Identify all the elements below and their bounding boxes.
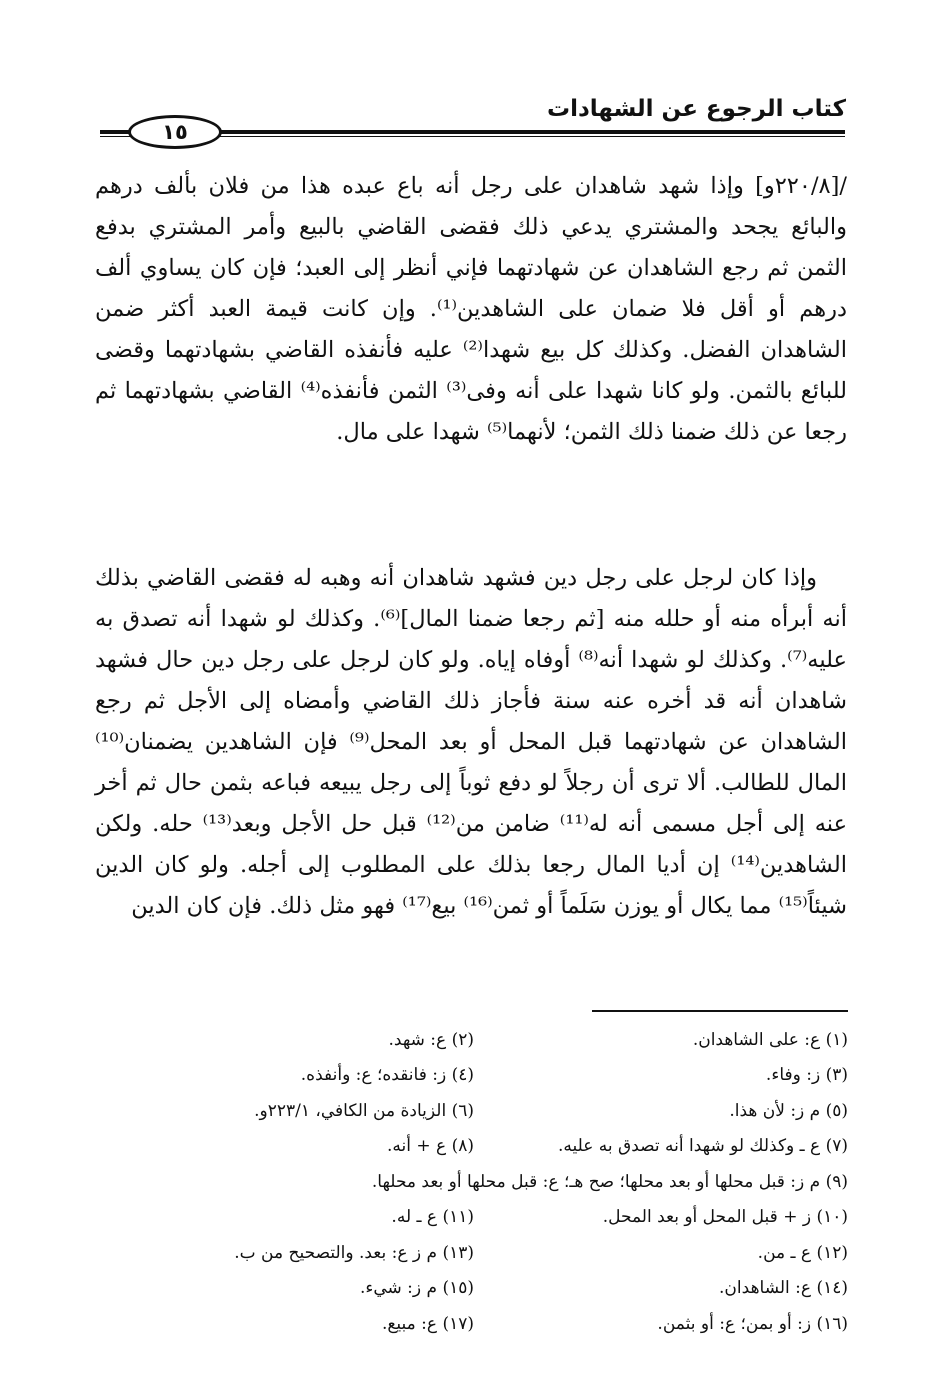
paragraph-2: وإذا كان لرجل على رجل دين فشهد شاهدان أنه وهبه له فقضى القاضي بذلك أنه أبرأه منه أو حلله منه [ثم رجعا ضمنا المال]⁽⁶⁾. وكذلك لو شهدا أنه تصدق به عليه⁽⁷⁾. وكذلك لو شهدا أنه⁽⁸⁾ أوفاه إياه. ولو كان لرجل على رجل دين حال فشهد شاهدان أنه قد أخره عنه سنة فأجاز ذلك القاضي وأمضاه إلى الأجل ثم رجع الشاهدان عن شهادتهما قبل المحل أو بعد المحل⁽⁹⁾ فإن الشاهدين يضمنان⁽¹⁰⁾ المال للطالب. ألا ترى أن رجلاً لو دفع ثوباً إلى رجل يبيعه فباعه بثمن حال ثم أخر عنه إلى أجل مسمى أنه له⁽¹¹⁾ ضامن من⁽¹²⁾ قبل حل الأجل وبعد⁽¹³⁾ حله. ولكن الشاهدين⁽¹⁴⁾ إن أديا المال رجعا بذلك على المطلوب إلى أجله. ولو كان الدين شيئاً⁽¹⁵⁾ مما يكال أو يوزن سَلَماً أو ثمن⁽¹⁶⁾ بيع⁽¹⁷⁾ فهو مثل ذلك. فإن كان الدين xyxy=(95,565,847,919)
footnote: (٩) م ز: قبل محلها أو بعد محلها؛ صح هـ؛ ع: قبل محلها أو بعد محلها. xyxy=(371,1171,848,1192)
page-number-badge xyxy=(128,115,222,149)
page-number: ١٥ xyxy=(162,120,188,144)
paragraph-1: /[٢٢٠/٨و] وإذا شهد شاهدان على رجل أنه باع عبده هذا من فلان بألف درهم والبائع يجحد والمشتري يدعي ذلك فقضى القاضي بالبيع وأمر المشتري بدفع الثمن ثم رجع الشاهدان عن شهادتهما فإني أنظر إلى العبد؛ فإن كان يساوي ألف درهم أو أقل فلا ضمان على الشاهدين⁽¹⁾. وإن كانت قيمة العبد أكثر ضمن الشاهدان الفضل. وكذلك كل بيع شهدا⁽²⁾ عليه فأنفذه القاضي بشهادتهما وقضى للبائع بالثمن. ولو كانا شهدا على أنه وفى⁽³⁾ الثمن فأنفذه⁽⁴⁾ القاضي بشهادتهما ثم رجعا عن ذلك ضمنا ذلك الثمن؛ لأنهما⁽⁵⁾ شهدا على مال. xyxy=(95,173,847,445)
footnote-row xyxy=(100,1235,848,1271)
footnote: (٢) ع: شهد. xyxy=(388,1029,474,1050)
footnote: (٦) الزيادة من الكافي، ٢٢٣/١و. xyxy=(254,1100,474,1121)
footnote: (١٢) ع ـ من. xyxy=(757,1242,848,1263)
footnote: (٨) ع + أنه. xyxy=(387,1136,474,1157)
footnote-row xyxy=(100,1129,848,1165)
footnote-row xyxy=(100,1058,848,1094)
footnote: (٥) م ز: لأن هذا. xyxy=(729,1100,848,1121)
footnote-row xyxy=(100,1271,848,1307)
footnote: (٤) ز: فانقده؛ ع: وأنفذه. xyxy=(300,1065,474,1086)
footnote-rule xyxy=(592,1010,848,1012)
footnote-row xyxy=(100,1306,848,1342)
footnote-row xyxy=(100,1200,848,1236)
footnote: (١٦) ز: أو بمن؛ ع: أو بثمن. xyxy=(657,1313,848,1334)
footnote-row xyxy=(100,1022,848,1058)
footnote: (١٠) ز + قبل المحل أو بعد المحل. xyxy=(602,1207,848,1228)
footnote: (١١) ع ـ له. xyxy=(391,1207,474,1228)
footnote-row xyxy=(100,1164,848,1200)
page-header-title: كتاب الرجوع عن الشهادات xyxy=(546,96,846,122)
footnote-row xyxy=(100,1093,848,1129)
footnote: (١٣) م ز ع: بعد. والتصحيح من ب. xyxy=(234,1242,474,1263)
footnote: (١٧) ع: مبيع. xyxy=(381,1313,474,1334)
footnote: (١٥) م ز: شيء. xyxy=(359,1278,474,1299)
footnotes xyxy=(100,1022,848,1342)
footnote: (٧) ع ـ وكذلك لو شهدا أنه تصدق به عليه. xyxy=(557,1136,848,1157)
footnote: (٣) ز: وفاء. xyxy=(765,1065,848,1086)
footnote: (١) ع: على الشاهدان. xyxy=(692,1029,848,1050)
footnote: (١٤) ع: الشاهدان. xyxy=(719,1278,848,1299)
